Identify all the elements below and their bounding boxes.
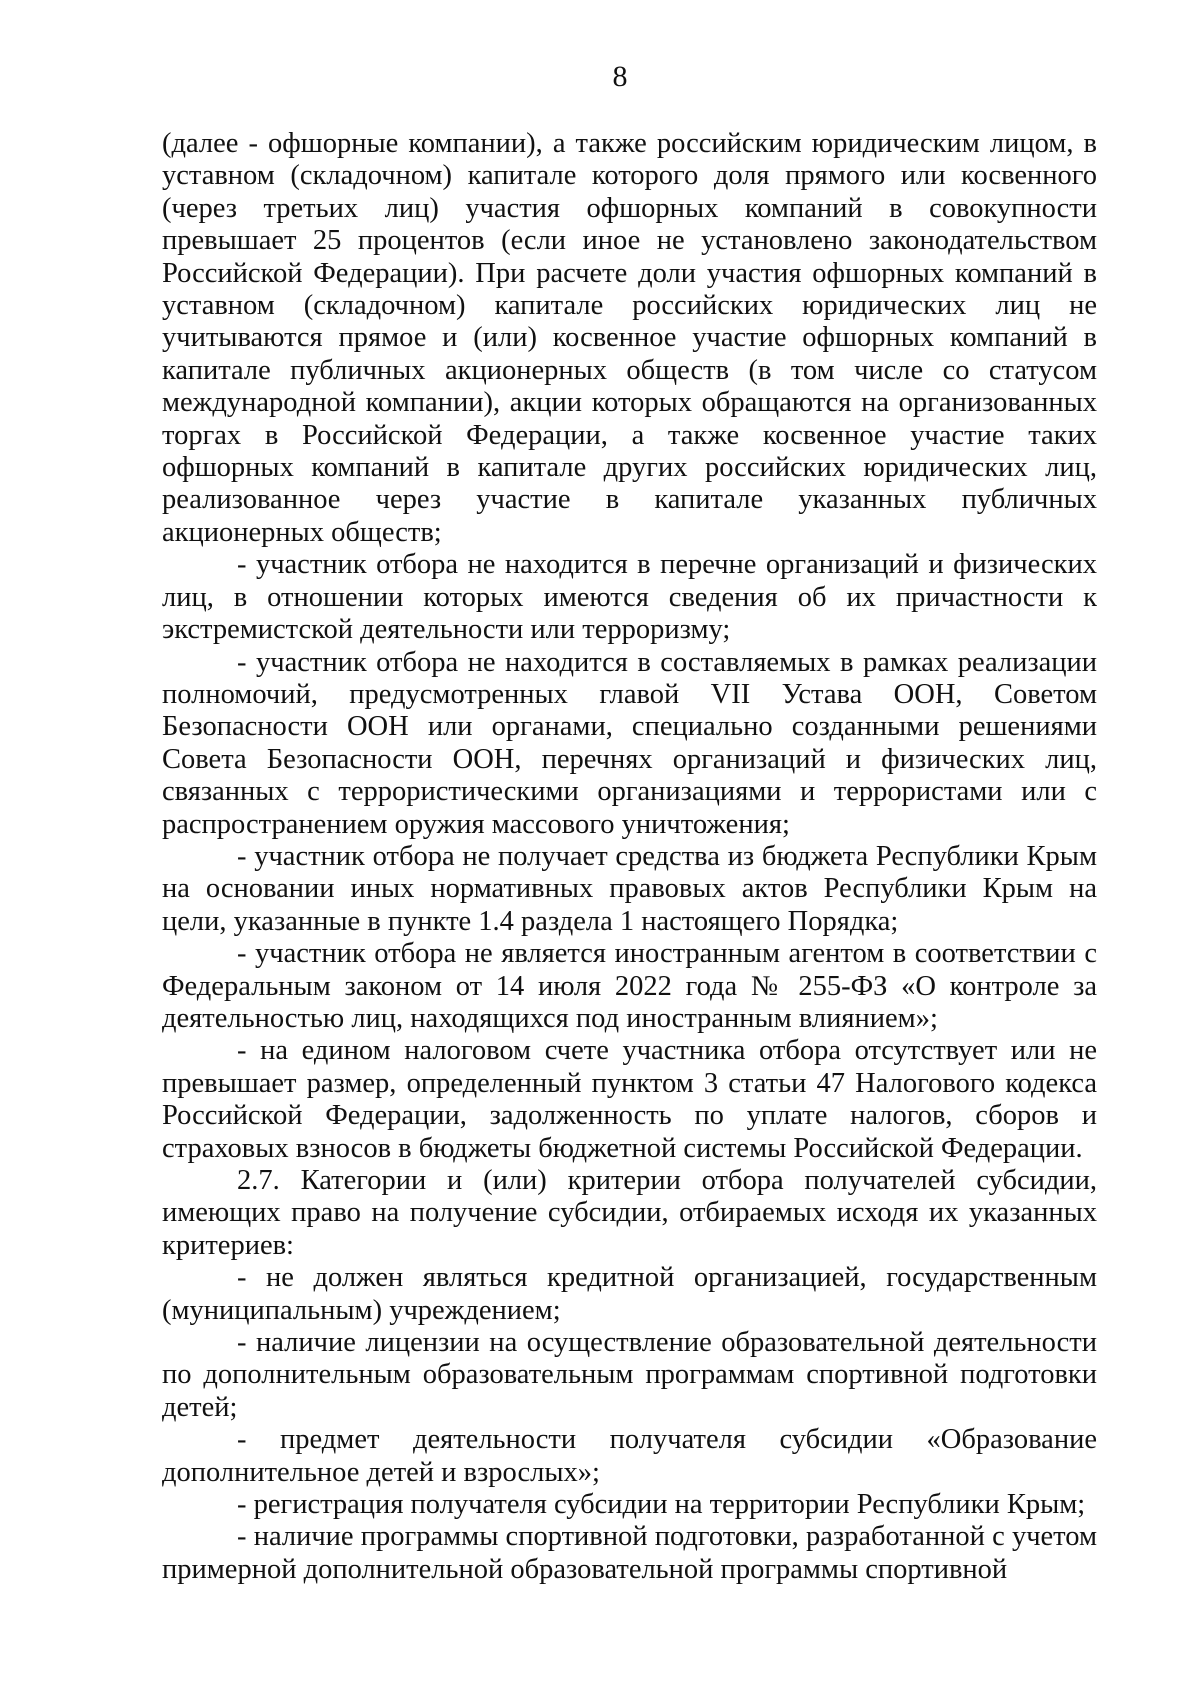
paragraph-not-credit-organization: - не должен являться кредитной организацией, государственным (муниципальным) учреждением; bbox=[162, 1262, 1097, 1326]
paragraph-tax-debt: - на едином налоговом счете участника отбора отсутствует или не превышает размер, определенный пунктом 3 статьи 47 Налогового кодекса Российской Федерации, задолженность по уплате налогов, сборов и страховых взносов в бюджеты бюджетной системы Российской Федерации. bbox=[162, 1035, 1097, 1164]
paragraph-offshore-continuation: (далее - офшорные компании), а также российским юридическим лицом, в уставном (складочном) капитале которого доля прямого или косвенного (через третьих лиц) участия офшорных компаний в совокупности превышает 25 процентов (если иное не установлено законодательством Российской Федерации). При расчете доли участия офшорных компаний в уставном (складочном) капитале российских юридических лиц не учитываются прямое и (или) косвенное участие офшорных компаний в капитале публичных акционерных обществ (в том числе со статусом международной компании), акции которых обращаются на организованных торгах в Российской Федерации, а также косвенное участие таких офшорных компаний в капитале других российских юридических лиц, реализованное через участие в капитале указанных публичных акционерных обществ; bbox=[162, 128, 1097, 548]
paragraph-no-other-budget-funds: - участник отбора не получает средства из бюджета Республики Крым на основании иных нормативных правовых актов Республики Крым на цели, указанные в пункте 1.4 раздела 1 настоящего Порядка; bbox=[162, 840, 1097, 937]
document-body bbox=[162, 128, 1097, 1586]
paragraph-section-2-7: 2.7. Категории и (или) критерии отбора получателей субсидии, имеющих право на получение субсидии, отбираемых исходя их указанных критериев: bbox=[162, 1165, 1097, 1261]
paragraph-registration: - регистрация получателя субсидии на территории Республики Крым; bbox=[237, 1489, 1086, 1521]
paragraph-license: - наличие лицензии на осуществление образовательной деятельности по дополнительным образовательным программам спортивной подготовки детей; bbox=[162, 1327, 1097, 1423]
paragraph-un-sanctions-list: - участник отбора не находится в составляемых в рамках реализации полномочий, предусмотренных главой VII Устава ООН, Советом Безопасности ООН или органами, специально созданными решениями Совета Безопасности ООН, перечнях организаций и физических лиц, связанных с террористическими организациями и террористами или с распространением оружия массового уничтожения; bbox=[162, 646, 1097, 840]
paragraph-sports-program: - наличие программы спортивной подготовки, разработанной с учетом примерной дополнительной образовательной программы спортивной bbox=[162, 1521, 1097, 1585]
paragraph-not-foreign-agent: - участник отбора не является иностранным агентом в соответствии с Федеральным законом от 14 июля 2022 года № 255-ФЗ «О контроле за деятельностью лиц, находящихся под иностранным влиянием»; bbox=[162, 938, 1097, 1034]
page-number: 8 bbox=[612, 60, 628, 93]
paragraph-extremism-list: - участник отбора не находится в перечне организаций и физических лиц, в отношении которых имеются сведения об их причастности к экстремистской деятельности или терроризму; bbox=[162, 549, 1097, 646]
paragraph-activity-subject: - предмет деятельности получателя субсидии «Образование дополнительное детей и взрослых»; bbox=[162, 1424, 1097, 1488]
